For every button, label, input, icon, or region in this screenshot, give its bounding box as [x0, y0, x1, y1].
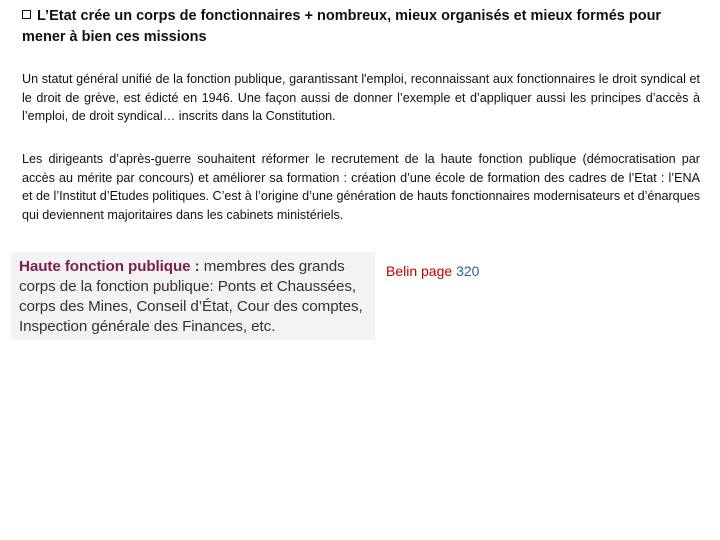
reference-source: Belin page	[386, 263, 453, 279]
definition-term: Haute fonction publique :	[19, 258, 200, 275]
definition-text	[19, 257, 375, 337]
source-reference	[386, 263, 479, 279]
checkbox-square-icon	[22, 10, 31, 19]
heading-text: L’Etat crée un corps de fonctionnaires + nombreux, mieux organisés et mieux formés pour mener à bien ces missions	[22, 8, 662, 45]
paragraph-recrutement: Les dirigeants d’après-guerre souhaitent réformer le recrutement de la haute fonction publique (démocratisation par accès au mérite par concours) et améliorer sa formation : création d’une école de formation des cadres de l’Etat : l’ENA et de l’Institut d’Etudes politiques. C’est à l’origine d’une génération de hauts fonctionnaires modernisateurs et d’énarques qui deviennent majoritaires dans les cabinets ministériels.	[22, 152, 700, 222]
reference-page: 320	[456, 263, 480, 279]
paragraph-statut: Un statut général unifié de la fonction publique, garantissant l'emploi, reconnaissant aux fonctionnaires le droit syndical et le droit de grève, est édicté en 1946. Une façon aussi de donner l’exemple et d’appliquer aussi les principes d’accès à l’emploi, de droit syndical… inscrits dans la Constitution.	[22, 72, 700, 123]
definition-body: membres des grands corps de la fonction publique: Ponts et Chaussées, corps des Mines, Conseil d’État, Cour des comptes, Inspection générale des Finances, etc.	[19, 258, 363, 335]
definition-excerpt-image	[11, 252, 375, 340]
section-heading	[22, 6, 702, 48]
